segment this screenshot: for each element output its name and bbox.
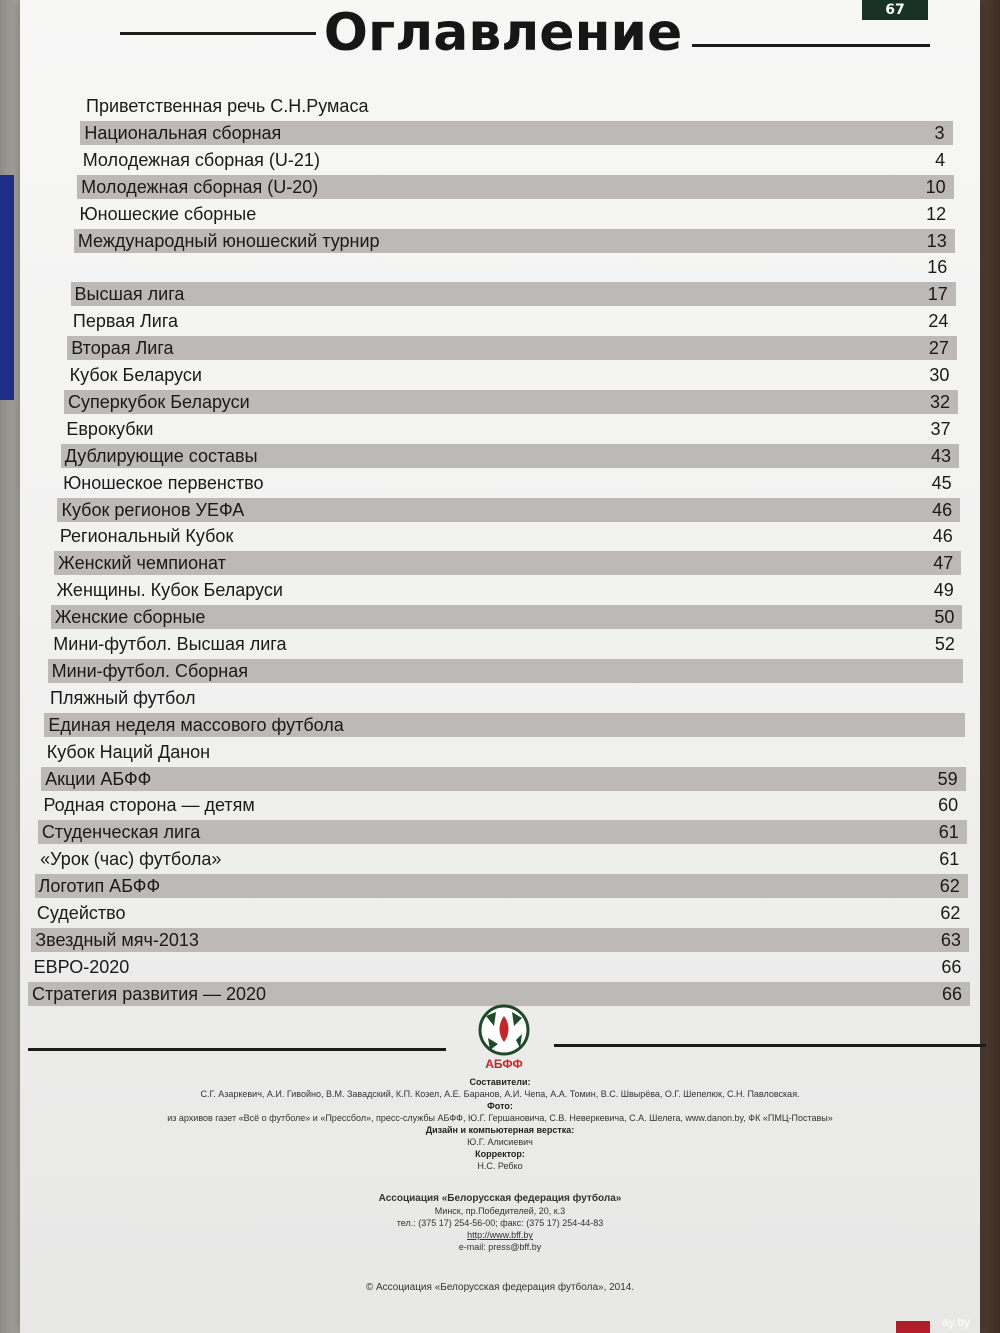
toc-row [80,121,952,145]
toc-label: Юношеские сборные [79,203,257,224]
toc-page-number: 32 [929,391,950,412]
toc-label: Звездный мяч-2013 [35,929,199,950]
email-text: e-mail: press@bff.by [458,1242,542,1252]
toc-page-number: 13 [926,230,947,251]
toc-label: Юношеское первенство [63,472,264,493]
toc-label: Логотип АБФФ [38,876,161,897]
toc-page-number: 10 [925,176,946,197]
toc-label: Национальная сборная [84,122,282,143]
title-rule-right [692,44,930,47]
toc-label: Еврокубки [66,418,154,439]
toc-page-number: 66 [941,956,962,977]
toc-row [31,928,969,952]
toc-row [57,498,960,522]
toc-row [59,471,960,495]
toc-label: Высшая лига [74,284,185,305]
toc-page-number: 61 [939,849,960,870]
toc-page-number: 3 [934,122,945,143]
copyright-text: © Ассоциация «Белорусская федерация футбола», 2014. [365,1282,635,1293]
toc-row [72,255,955,279]
photo-text: из архивов газет «Всё о футболе» и «Прессбол», пресс-службы АБФФ, Ю.Г. Гершановича, С.В. Неверкевича, С.А. Шелега, www.danon.by, ФК «ПМЦ-Поставы» [167,1113,833,1123]
toc-label: Кубок регионов УЕФА [61,499,245,520]
magazine-page [20,0,980,1333]
footer-rule-right [554,1044,986,1047]
toc-label: ЕВРО-2020 [33,956,130,977]
toc-label: Женские сборные [54,607,206,628]
toc-page-number: 52 [934,634,955,654]
toc-label: Стратегия развития — 2020 [32,983,267,1004]
toc-row [71,282,956,306]
toc-row [39,793,966,817]
toc-row [46,686,964,710]
title-rule-left [120,32,316,35]
toc-page-number: 61 [938,822,959,843]
toc-row [33,901,968,925]
toc-page-number: 4 [935,149,946,170]
toc-page-number: 47 [933,553,954,574]
corrector-heading: Корректор: [475,1149,525,1159]
toc-label: Акции АБФФ [45,768,152,789]
toc-page-number: 12 [926,203,947,224]
toc-row [36,847,967,871]
toc-row [61,444,959,468]
toc-row [56,524,961,548]
toc-label: Мини-футбол. Высшая лига [53,634,287,654]
toc-label: Родная сторона — детям [43,795,255,816]
abff-logo-icon [472,1004,536,1072]
compilers-heading: Составители: [469,1077,531,1087]
toc-label: Суперкубок Беларуси [68,391,250,412]
toc-page-number: 50 [934,607,955,628]
page-title: Оглавление [323,3,683,63]
organization-name: Ассоциация «Белорусская федерация футбола» [378,1193,622,1204]
toc-label: Судейство [36,903,126,923]
toc-label: Единая неделя массового футбола [48,714,344,735]
logo-text: АБФФ [485,1057,523,1071]
adjacent-page-edge [0,175,14,400]
toc-row [28,982,970,1006]
toc-row [30,955,970,979]
toc-page-number: 37 [930,418,951,439]
design-heading: Дизайн и компьютерная верстка: [425,1125,575,1135]
toc-row [69,309,956,333]
toc-row [54,551,961,575]
toc-page-number: 63 [940,929,961,950]
watermark: ay.by [942,1315,970,1329]
toc-label: Пляжный футбол [50,687,196,708]
toc-row [49,632,963,656]
toc-page-number: 30 [929,365,950,385]
toc-label: Кубок Наций Данон [46,741,211,762]
toc-page-number: 62 [940,903,961,923]
toc-label: Женский чемпионат [58,553,226,574]
photo-heading: Фото: [487,1101,513,1111]
toc-label: Международный юношеский турнир [77,230,380,251]
toc-page-number: 66 [941,983,962,1004]
toc-row [51,605,962,629]
toc-page-number: 60 [938,795,959,816]
toc-label: Мини-футбол. Сборная [51,660,248,681]
toc-label: Кубок Беларуси [69,365,202,385]
toc-page-number: 24 [928,311,949,332]
address-text: Минск, пр.Победителей, 20, к.3 [434,1206,566,1216]
toc-row [67,336,957,360]
toc-label: Первая Лига [72,311,179,332]
toc-label: Женщины. Кубок Беларуси [56,580,283,601]
toc-row [43,740,965,764]
phone-text: тел.: (375 17) 254-56-00; факс: (375 17) 254-44-83 [396,1218,604,1228]
toc-label: Молодежная сборная (U-20) [81,176,319,197]
toc-page-number: 27 [928,338,949,359]
toc-page-number: 43 [931,445,952,466]
toc-page-number: 46 [932,526,953,547]
toc-row [48,659,964,683]
toc-page-number: 17 [927,284,948,305]
toc-row [38,820,967,844]
toc-row [62,417,958,441]
footer-rule-left [28,1048,446,1051]
page-number: 67 [862,0,928,20]
toc-row [77,175,954,199]
toc-row [79,148,953,172]
toc-row [75,202,954,226]
credits-block [20,1076,980,1253]
toc-page-number: 49 [933,580,954,601]
corner-logo [896,1321,930,1333]
toc-row [41,767,966,791]
toc-page-number: 45 [931,472,952,493]
toc-row [53,578,962,602]
website-link[interactable]: http://www.bff.by [467,1230,533,1240]
toc-row [74,229,955,253]
toc-row [44,713,964,737]
toc-label: Региональный Кубок [59,526,234,547]
toc-page-number: 59 [937,768,958,789]
toc-label: Дублирующие составы [64,445,258,466]
toc-label: Студенческая лига [41,822,201,843]
toc-row [82,94,952,118]
toc-row [64,390,958,414]
compilers-text: С.Г. Азаркевич, А.И. Гивойно, В.М. Завадский, К.П. Козел, А.Е. Баранов, А.И. Чепа, А.А. Томин, В.С. Швырёва, О.Г. Шепелюк, С.Н. Павловская. [200,1089,800,1099]
toc-page-number: 62 [939,876,960,897]
toc-label: Приветственная речь С.Н.Румаса [86,96,369,116]
toc-page-number: 16 [927,257,948,278]
toc-row [35,874,968,898]
toc-label: Вторая Лига [71,338,174,359]
toc-page-number: 46 [932,499,953,520]
toc-label: Молодежная сборная (U-21) [82,149,320,170]
toc-label: «Урок (час) футбола» [40,849,222,870]
toc-row [66,363,958,387]
design-text: Ю.Г. Алисиевич [467,1137,533,1147]
corrector-text: Н.С. Ребко [477,1161,523,1171]
